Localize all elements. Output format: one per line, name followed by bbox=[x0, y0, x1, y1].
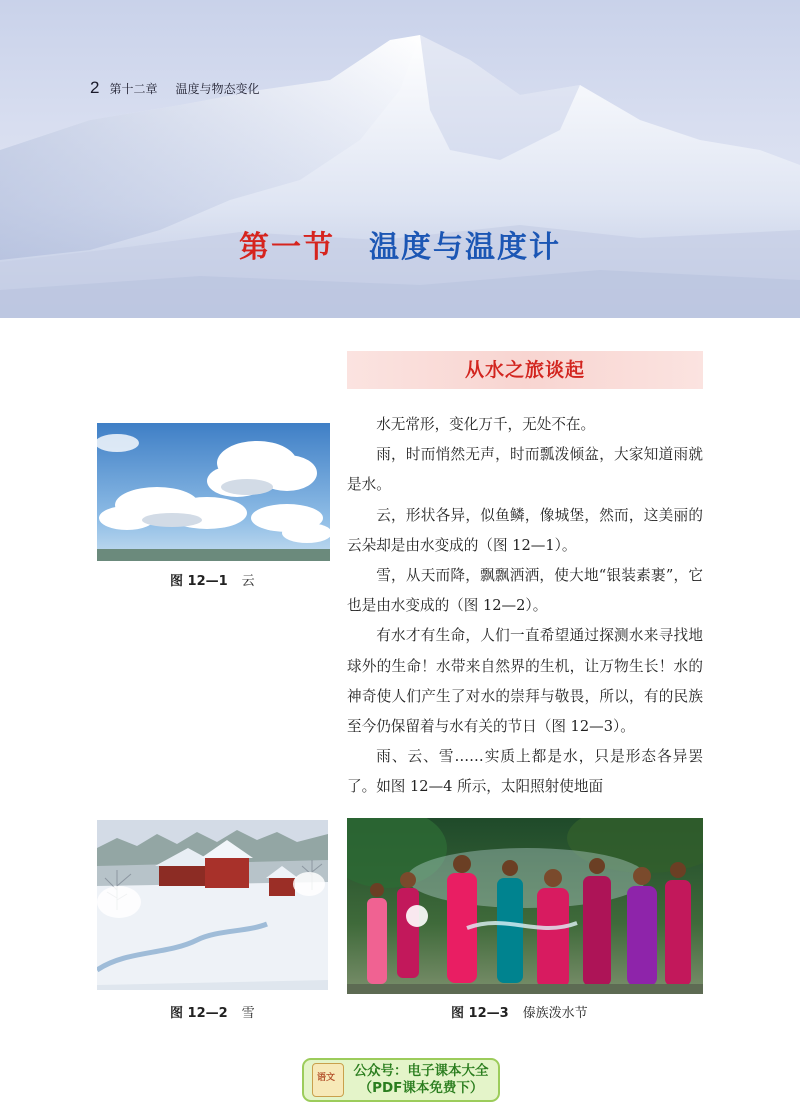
section-number: 第一节 bbox=[239, 230, 335, 265]
book-icon-label: 语文 bbox=[317, 1073, 336, 1083]
paragraph: 雨、云、雪……实质上都是水，只是形态各异罢了。如图 12—4 所示，太阳照射使地面 bbox=[347, 748, 703, 796]
clouds-photo bbox=[97, 423, 330, 561]
body-text bbox=[347, 410, 703, 803]
subsection-heading: 从水之旅谈起 bbox=[347, 351, 703, 389]
badge-line-2: （PDF课本免费下） bbox=[358, 1080, 484, 1096]
chapter-label: 第十二章 bbox=[109, 82, 158, 96]
paragraph: 有水才有生命，人们一直希望通过探测水来寻找地球外的生命！水带来自然界的生机，让万物生长！水的神奇使人们产生了对水的崇拜与敬畏，所以，有的民族至今仍保留着与水有关的节日（图 12—3）。 bbox=[347, 627, 703, 736]
festival-photo bbox=[347, 818, 703, 994]
figure-caption bbox=[451, 1002, 588, 1021]
figure-label: 图 12—3 bbox=[451, 1006, 509, 1021]
badge-text bbox=[344, 1063, 498, 1097]
section-heading bbox=[0, 222, 800, 266]
running-head bbox=[90, 78, 260, 98]
mountain-illustration bbox=[0, 0, 800, 318]
figure-snow bbox=[97, 820, 328, 990]
paragraph: 雨，时而悄然无声，时而瓢泼倾盆，大家知道雨就是水。 bbox=[347, 446, 703, 494]
figure-caption-text: 傣族泼水节 bbox=[522, 1006, 588, 1021]
paragraph: 水无常形，变化万千，无处不在。 bbox=[376, 416, 596, 433]
snow-photo bbox=[97, 820, 328, 990]
figure-caption bbox=[170, 570, 255, 589]
header-banner bbox=[0, 0, 800, 318]
badge-line-1: 公众号：电子课本大全 bbox=[353, 1063, 489, 1079]
paragraph: 云，形状各异，似鱼鳞，像城堡，然而，这美丽的云朵却是由水变成的（图 12—1）。 bbox=[347, 506, 703, 554]
chapter-title: 温度与物态变化 bbox=[175, 82, 260, 96]
figure-label: 图 12—2 bbox=[170, 1006, 228, 1021]
figure-caption bbox=[170, 1002, 255, 1021]
figure-clouds bbox=[97, 423, 330, 561]
book-icon bbox=[312, 1063, 344, 1097]
figure-label: 图 12—1 bbox=[170, 574, 228, 589]
section-title: 温度与温度计 bbox=[369, 230, 561, 265]
paragraph: 雪，从天而降，飘飘洒洒，使大地“银装素裹”，它也是由水变成的（图 12—2）。 bbox=[347, 567, 703, 615]
figure-caption-text: 雪 bbox=[241, 1006, 255, 1021]
figure-water-festival bbox=[347, 818, 703, 994]
figure-caption-text: 云 bbox=[241, 574, 255, 589]
page-number: 2 bbox=[90, 78, 100, 97]
footer-badge bbox=[302, 1058, 500, 1102]
